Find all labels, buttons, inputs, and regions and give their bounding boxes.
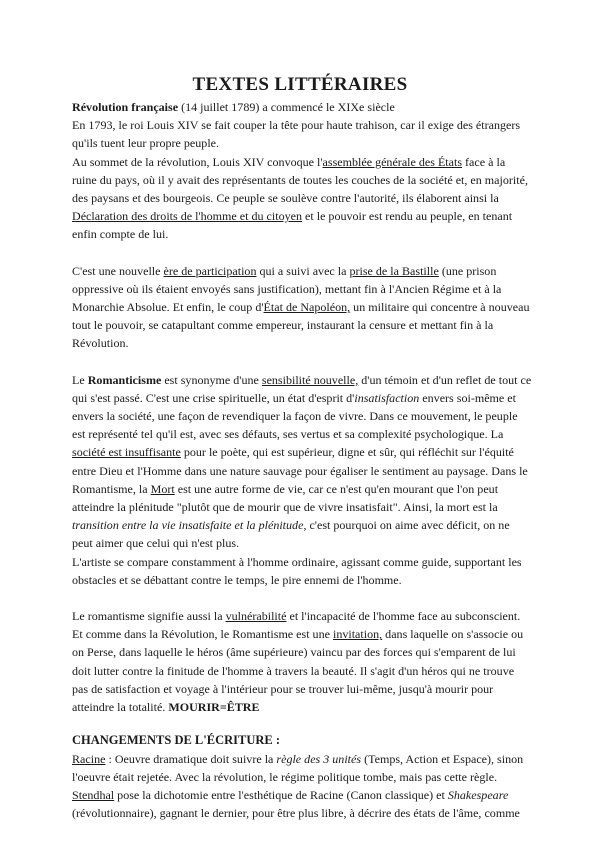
underlined-term-participation: ère de participation [163, 263, 257, 278]
text-run: (révolutionnaire), gagnant le dernier, pour être plus libre, à décrire des états de l'âme, comme [72, 806, 520, 821]
underlined-term-bastille: prise de la Bastille [349, 263, 439, 278]
paragraph-romanticisme [72, 371, 532, 553]
text-run: d'un témoin et d'un reflet de tout ce qui s'est passé. C'est une crise spirituelle, un état d'esprit d' [72, 372, 532, 405]
intro-paragraph-2 [72, 153, 532, 244]
text-run: un militaire qui concentre à nouveau tout le pouvoir, se catapultant comme empereur, instaurant la censure et mettant fin à la Révolution. [72, 300, 530, 351]
paragraph-vulnerabilite [72, 607, 532, 716]
underlined-term-societe: société est insuffisante [72, 445, 181, 460]
paragraph-participation [72, 262, 532, 353]
underlined-term-napoleon: État de Napoléon, [263, 300, 351, 315]
paragraph-stendhal [72, 786, 532, 822]
text-run: Le romantisme signifie aussi la [72, 609, 226, 624]
underlined-term-racine: Racine [72, 751, 106, 766]
underlined-term-mort: Mort [150, 481, 175, 496]
text-run: envers soi-même et envers la société, une façon de revendiquer la façon de vivre. Dans ce mouvement, le peuple est représenté tel qu'il est, avec ses défauts, ses vertus et sa complexité psychologique. La [72, 390, 518, 442]
underlined-term-assemblee: assemblée générale des États [322, 154, 463, 169]
spacer [72, 589, 532, 607]
text-run: est synonyme d'une [161, 372, 262, 387]
bold-term-romanticisme: Romanticisme [87, 372, 162, 387]
document-body [72, 98, 532, 822]
text-run: qui a suivi avec la [256, 263, 350, 278]
text-run: face à la ruine du pays, où il y avait des représentants de toutes les couches de la société et, en majorité, des paysans et des bourgeois. Ce peuple se soulève contre l'autorité, ils élaborent ainsi la [72, 154, 528, 206]
italic-term-transition: transition entre la vie insatisfaite et la plénitude [72, 518, 304, 533]
text-run: Au sommet de la révolution, Louis XIV convoque l' [72, 154, 323, 169]
text-run: est une autre forme de vie, car ce n'est qu'en mourant que l'on peut atteindre la plénitude "plutôt que de mourir que de vivre insatisfait". Ainsi, la mort est la [72, 481, 499, 515]
section-heading: CHANGEMENTS DE L'ÉCRITURE : [72, 733, 281, 748]
bold-term-mourir-etre: MOURIR=ÊTRE [168, 700, 260, 715]
paragraph-artiste: L'artiste se compare constamment à l'homme ordinaire, agissant comme guide, supportant les obstacles et se débattant contre le temps, le pire ennemi de l'homme. [72, 554, 522, 587]
text-run: et le pouvoir est rendu au peuple, en tenant enfin compte de lui. [72, 209, 513, 242]
intro-heading-line [72, 98, 532, 116]
spacer [72, 716, 532, 731]
spacer [72, 244, 532, 262]
text-run: C'est une nouvelle [72, 263, 164, 278]
paragraph-racine [72, 750, 532, 786]
text-run: Le [72, 372, 88, 387]
text-run: pour le poète, qui est supérieur, digne et sûr, qui réfléchit sur l'équité entre Dieu et l'Homme dans une nature sauvage pour égaliser le sentiment au paysage. Dans le Romantisme, la [72, 445, 528, 496]
text-run: et l'incapacité de l'homme face au subconscient. Et comme dans la Révolution, le Romantisme est une [72, 609, 521, 642]
underlined-term-vulnerabilite: vulnérabilité [225, 609, 287, 624]
spacer [72, 353, 532, 371]
text-run: : Oeuvre dramatique doit suivre la [105, 751, 277, 766]
text-run: (une prison oppressive où ils étaient envoyés sans justification), mettant fin à l'Ancien Régime et à la Monarchie Absolue. Et enfin, le coup d' [72, 263, 502, 315]
revolution-label: Révolution française [72, 100, 179, 114]
underlined-term-declaration: Déclaration des droits de l'homme et du citoyen [72, 209, 302, 224]
text-run: pose la dichotomie entre l'esthétique de Racine (Canon classique) et [114, 787, 448, 802]
text-run: dans laquelle on s'associe ou on Perse, dans laquelle le héros (âme supérieure) vaincu par des forces qui s'emparent de lui doit lutter contre la finitude de l'homme à travers la beauté. Il s'agit d'un héros qui ne trouve pas de satisfaction et voyage à l'intérieur pour se trouver lui-même, jusqu'à mourir pour atteindre la totalité. [72, 627, 524, 715]
page-title: TEXTES LITTÉRAIRES [192, 74, 408, 95]
italic-term-insatisfaction: insatisfaction [354, 390, 420, 405]
italic-term-shakespeare: Shakespeare [447, 787, 509, 802]
underlined-term-stendhal: Stendhal [72, 787, 115, 802]
italic-term-regle: règle des 3 unités [276, 751, 362, 766]
revolution-date-text: (14 juillet 1789) a commencé le XIXe siècle [178, 100, 395, 114]
intro-paragraph-1: En 1793, le roi Louis XIV se fait couper la tête pour haute trahison, car il exige des étrangers qu'ils tuent leur propre peuple. [72, 118, 521, 151]
text-run: , c'est pourquoi on aime avec déficit, on ne peut aimer que celui qui n'est plus. [72, 518, 510, 551]
underlined-term-invitation: invitation, [332, 627, 383, 642]
underlined-term-sensibilite: sensibilité nouvelle, [261, 372, 359, 387]
text-run: (Temps, Action et Espace), sinon l'oeuvre était rejetée. Avec la révolution, le régime politique tombe, mais pas cette règle. [72, 751, 524, 784]
